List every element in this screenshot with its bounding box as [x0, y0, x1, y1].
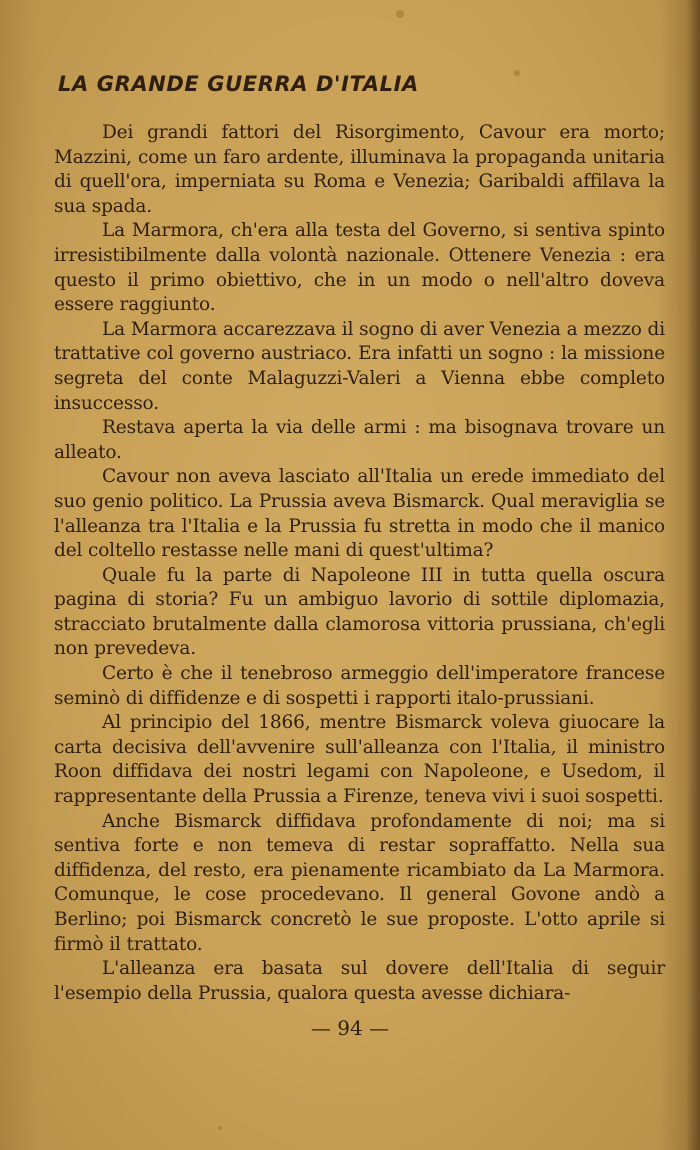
paper-stain	[396, 10, 404, 18]
paragraph: Dei grandi fattori del Risorgimento, Cavour era morto; Mazzini, come un faro ardente, illuminava la propaganda unitaria di quell'ora, imperniata su Roma e Venezia; Garibaldi affilava la sua spada.	[54, 122, 665, 217]
paper-stain	[514, 70, 520, 76]
paragraph: Anche Bismarck diffidava profondamente di noi; ma si sentiva forte e non temeva di restar sopraffatto. Nella sua diffidenza, del resto, era pienamente ricambiato da La Marmora. Comunque, le cose procedevano. Il general Govone andò a Berlino; poi Bismarck concretò le sue proposte. L'otto aprile si firmò il trattato.	[54, 810, 665, 955]
paragraph: Al principio del 1866, mentre Bismarck voleva giuocare la carta decisiva dell'avvenire sull'alleanza con l'Italia, il ministro Roon diffidava dei nostri legami con Napoleone, e Usedom, il rappresentante della Prussia a Firenze, teneva vivi i suoi sospetti.	[54, 712, 665, 808]
paragraph: Quale fu la parte di Napoleone III in tutta quella oscura pagina di storia? Fu un ambiguo lavorio di sottile diplomazia, stracciato brutalmente dalla clamorosa vittoria prussiana, ch'egli non prevedeva.	[54, 564, 665, 660]
paragraph: Cavour non aveva lasciato all'Italia un erede immediato del suo genio politico. La Prussia aveva Bismarck. Qual meraviglia se l'alleanza tra l'Italia e la Prussia fu stretta in modo che il manico del coltello restasse nelle mani di quest'ultima?	[54, 466, 665, 562]
paragraph: La Marmora accarezzava il sogno di aver Venezia a mezzo di trattative col governo austriaco. Era infatti un sogno : la missione segreta del conte Malaguzzi-Valeri a Vienna ebbe completo insuccesso.	[54, 318, 665, 414]
running-head: LA GRANDE GUERRA D'ITALIA	[58, 72, 419, 96]
paragraph: L'alleanza era basata sul dovere dell'Italia di seguir l'esempio della Prussia, qualora questa avesse dichiara-	[54, 958, 665, 1004]
body-text	[54, 121, 665, 1006]
page-edge-shadow	[686, 0, 700, 1150]
page-number: — 94 —	[310, 1016, 390, 1040]
paragraph: Restava aperta la via delle armi : ma bisognava trovare un alleato.	[54, 417, 665, 463]
paragraph: La Marmora, ch'era alla testa del Governo, si sentiva spinto irresistibilmente dalla volontà nazionale. Ottenere Venezia : era questo il primo obiettivo, che in un modo o nell'altro doveva essere raggiunto.	[54, 220, 665, 316]
paragraph: Certo è che il tenebroso armeggio dell'imperatore francese seminò di diffidenze e di sospetti i rapporti italo-prussiani.	[54, 663, 665, 709]
paper-stain	[218, 1126, 222, 1130]
